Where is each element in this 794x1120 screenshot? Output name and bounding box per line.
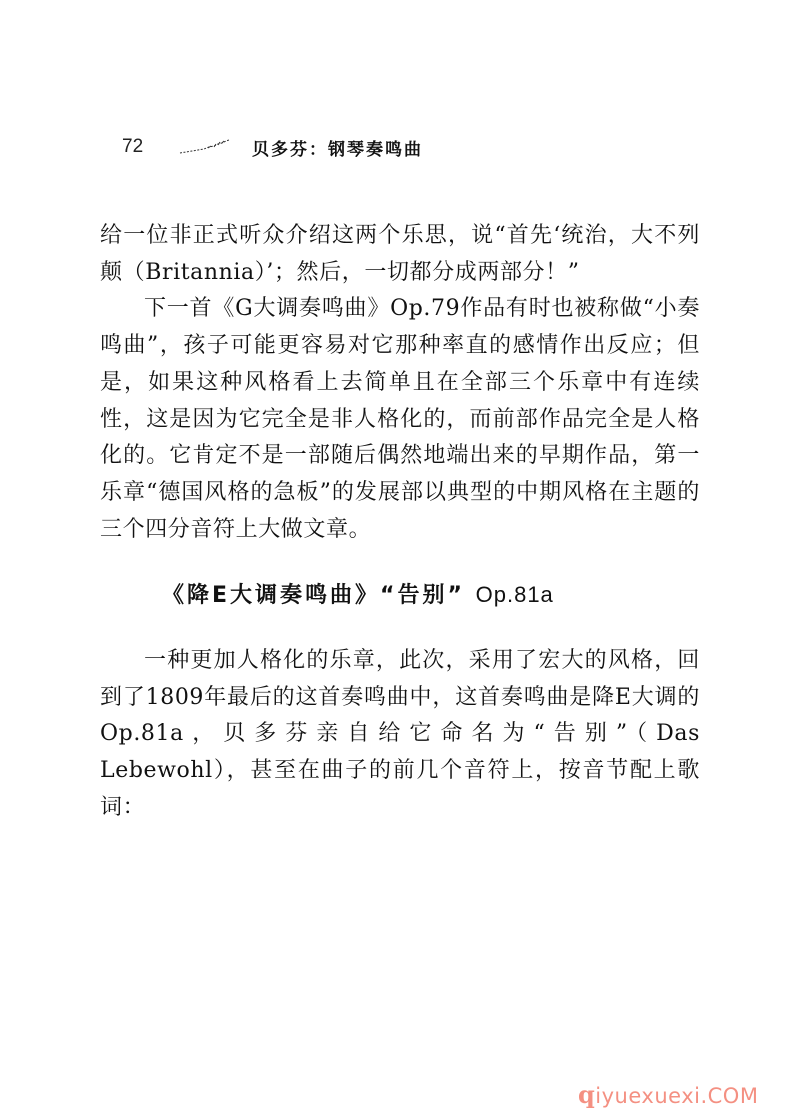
section-heading (162, 578, 554, 609)
text-block-2 (100, 643, 700, 827)
paragraph-continuation: 给一位非正式听众介绍这两个乐思，说“首先‘统治，大不列颠（Britannia）’；然后，一切都分成两部分！” (100, 223, 700, 285)
page-number: 72 (122, 136, 144, 157)
paragraph-op79: 下一首《G大调奏鸣曲》Op.79作品有时也被称做“小奏鸣曲”，孩子可能更容易对它那种率直的感情作出反应；但是，如果这种风格看上去简单且在全部三个乐章中有连续性，这是因为它完全是非人格化的，而前部作品完全是人格化的。它肯定不是一部随后偶然地端出来的早期作品，第一乐章“德国风格的急板”的发展部以典型的中期风格在主题的三个四分音符上大做文章。 (100, 296, 700, 542)
page-header (122, 133, 423, 161)
section-heading-title: 《降E大调奏鸣曲》“告别” (162, 583, 465, 608)
running-title: 贝多芬：钢琴奏鸣曲 (252, 139, 423, 160)
watermark-q: q (578, 1080, 596, 1109)
flourish-ornament-icon (178, 138, 230, 156)
watermark-text: iyuexuexi.COM (595, 1084, 759, 1108)
site-watermark (578, 1080, 758, 1109)
paragraph-op81a: 一种更加人格化的乐章，此次，采用了宏大的风格，回到了1809年最后的这首奏鸣曲中，这首奏鸣曲是降E大调的Op.81a，贝多芬亲自给它命名为“告别”（Das Lebewohl），甚至在曲子的前几个音符上，按音节配上歌词： (100, 648, 700, 820)
section-heading-opus: Op.81a (475, 582, 554, 607)
text-block-1 (100, 218, 700, 548)
